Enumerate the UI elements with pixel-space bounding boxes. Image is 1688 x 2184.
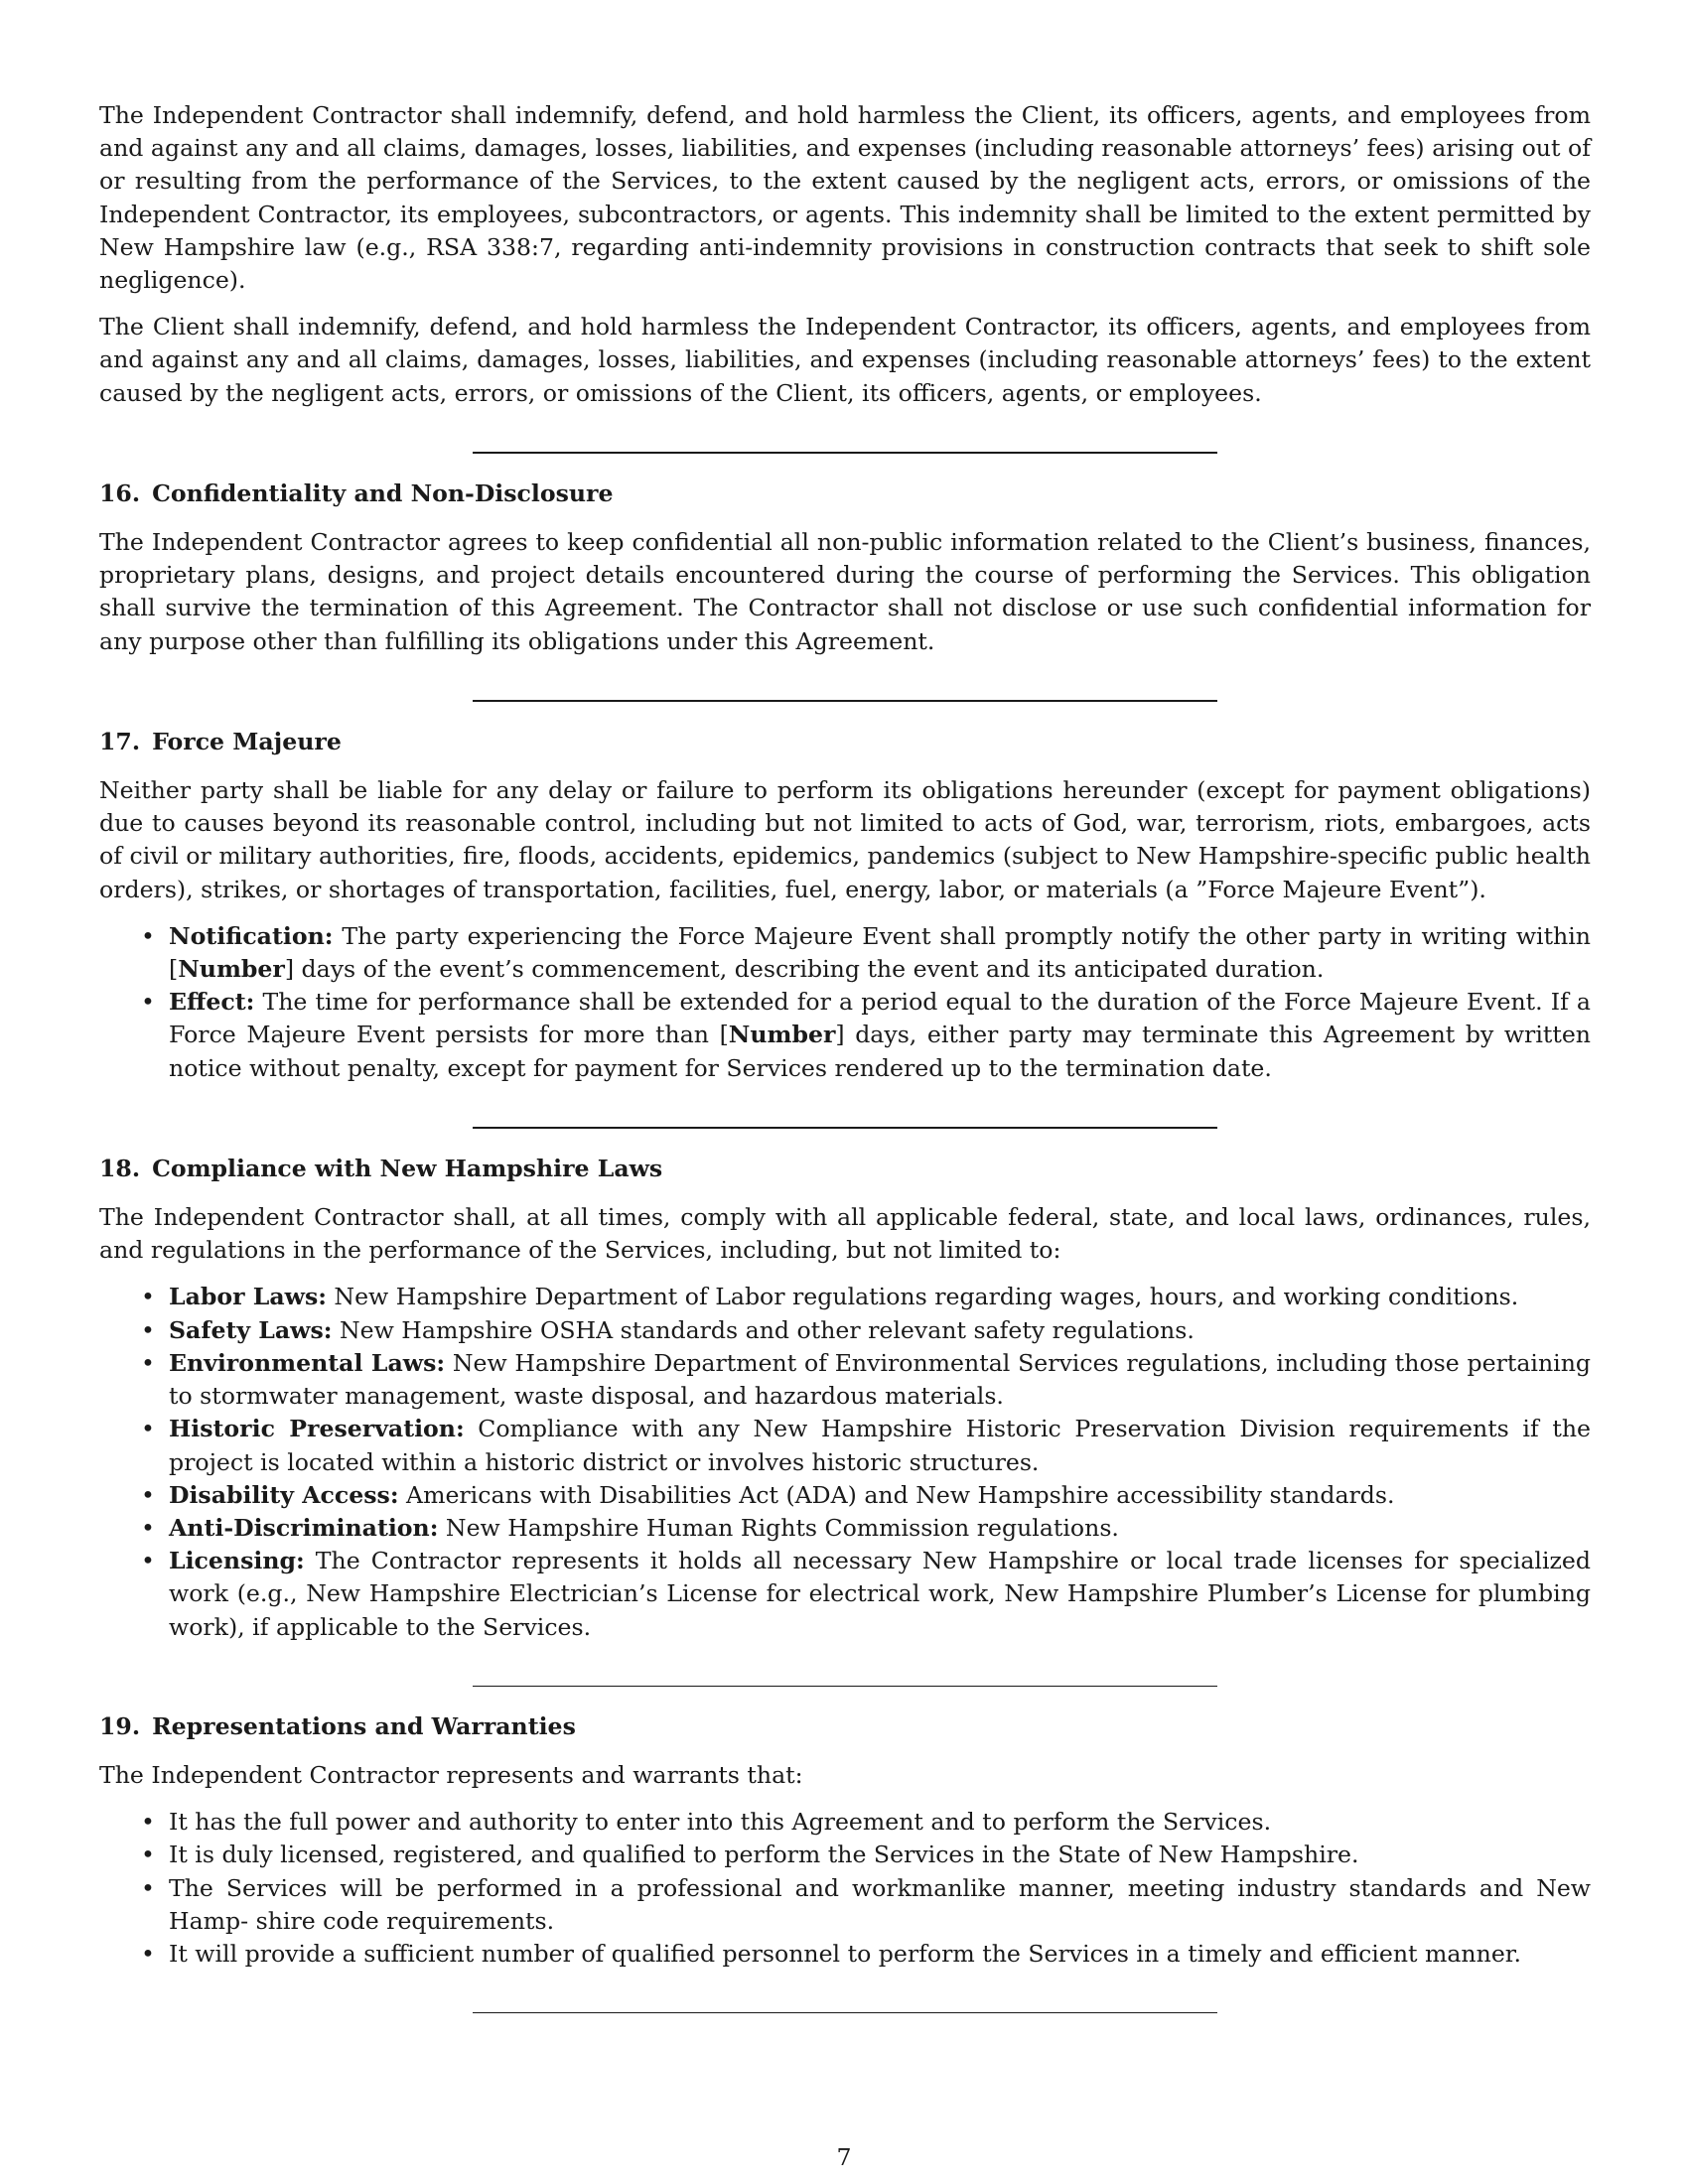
- item-label: Disability Access:: [169, 1480, 399, 1509]
- section-19-intro: The Independent Contractor represents and warrants that:: [99, 1760, 803, 1789]
- section-18-intro: The Independent Contractor shall, at all times, comply with all applicable federal, state, and local laws, ordinances, rules, and regulations in the performance of the Services, including, but not limited to:: [99, 1203, 1591, 1265]
- bullet-icon: •: [141, 1513, 155, 1542]
- bullet-icon: •: [141, 1415, 155, 1443]
- list-item-effect: [99, 986, 1591, 1085]
- item-text: ] days, either party may terminate this Agreement by written notice without penalty, except for payment for Services rendered up to the termination date.: [169, 1021, 1591, 1082]
- item-label: Historic Preservation:: [169, 1415, 465, 1443]
- number-placeholder: Number: [728, 1021, 836, 1049]
- item-label: Effect:: [169, 988, 255, 1017]
- bullet-icon: •: [141, 1480, 155, 1509]
- section-16-number: 16.: [99, 478, 141, 507]
- section-divider: [473, 1686, 1217, 1687]
- document-page: [99, 99, 1591, 2013]
- section-17-number: 17.: [99, 727, 141, 755]
- list-item: [99, 1806, 1591, 1839]
- section-divider: [473, 1127, 1217, 1129]
- section-17-title: Force Majeure: [152, 727, 342, 755]
- item-label: Labor Laws:: [169, 1283, 327, 1311]
- item-label: Licensing:: [169, 1547, 305, 1575]
- item-text: The time for performance shall be extended for a period equal to the duration of the Force Majeure Event. If a Force Majeure Event persists for more than [: [169, 988, 1591, 1049]
- section-18-number: 18.: [99, 1154, 141, 1182]
- bullet-icon: •: [141, 1873, 155, 1902]
- section-16-title: Confidentiality and Non-Disclosure: [152, 478, 614, 507]
- item-text: New Hampshire Department of Environmental Services regulations, including those pertaining to stormwater management, waste disposal, and hazardous materials.: [169, 1348, 1591, 1411]
- section-17: [99, 726, 1591, 1085]
- item-label: Anti-Discrimination:: [169, 1513, 439, 1542]
- bullet-icon: •: [141, 921, 155, 950]
- section-17-body: Neither party shall be liable for any delay or failure to perform its obligations hereunder (except for payment obligations) due to causes beyond its reasonable control, including but not limited to acts of God, war, terrorism, riots, embargoes, acts of civil or military authorities, fire, floods, accidents, epidemics, pandemics (subject to New Hampshire-specific public health orders), strikes, or shortages of transportation, facilities, fuel, energy, labor, or materials (a ”Force Majeure Event”).: [99, 776, 1591, 903]
- item-text: Americans with Disabilities Act (ADA) and New Hampshire accessibility standards.: [398, 1480, 1395, 1509]
- list-item: [99, 1512, 1591, 1545]
- list-item: [99, 1479, 1591, 1512]
- item-text: It is duly licensed, registered, and qualified to perform the Services in the State of New Hampshire.: [169, 1841, 1359, 1869]
- item-text: ] days of the event’s commencement, describing the event and its anticipated duration.: [284, 955, 1325, 984]
- indemnity-client-paragraph: The Client shall indemnify, defend, and hold harmless the Independent Contractor, its officers, agents, and employees from and against any and all claims, damages, losses, liabilities, and expenses (including reasonable attorneys’ fees) to the extent caused by the negligent acts, errors, or omissions of the Client, its officers, agents, or employees.: [99, 313, 1591, 407]
- section-19-number: 19.: [99, 1711, 141, 1740]
- list-item-notification: [99, 920, 1591, 986]
- bullet-icon: •: [141, 1841, 155, 1869]
- section-16-heading: [99, 478, 1591, 510]
- list-item: [99, 1281, 1591, 1313]
- section-16-body: The Independent Contractor agrees to keep confidential all non-public information related to the Client’s business, finances, proprietary plans, designs, and project details encountered during the course of performing the Services. This obligation shall survive the termination of this Agreement. The Contractor shall not disclose or use such confidential information for any purpose other than fulfilling its obligations under this Agreement.: [99, 528, 1591, 655]
- item-text: It will provide a sufficient number of qualified personnel to perform the Services in a timely and efficient manner.: [169, 1939, 1521, 1968]
- list-item: [99, 1413, 1591, 1478]
- number-placeholder: Number: [178, 955, 285, 984]
- item-text: New Hampshire Department of Labor regulations regarding wages, hours, and working conditions.: [326, 1283, 1519, 1311]
- section-17-heading: [99, 726, 1591, 758]
- section-divider: [473, 700, 1217, 702]
- section-18-title: Compliance with New Hampshire Laws: [152, 1154, 663, 1182]
- section-16: [99, 478, 1591, 658]
- list-item: [99, 1839, 1591, 1871]
- bullet-icon: •: [141, 1547, 155, 1575]
- bullet-icon: •: [141, 1315, 155, 1344]
- list-item: [99, 1872, 1591, 1938]
- list-item: [99, 1938, 1591, 1971]
- item-label: Environmental Laws:: [169, 1348, 446, 1377]
- item-text: The Services will be performed in a professional and workmanlike manner, meeting industry standards and New Hamp- shire code requirements.: [169, 1873, 1591, 1935]
- page-number: 7: [836, 2143, 852, 2171]
- warranties-list: [99, 1806, 1591, 1971]
- item-text: New Hampshire Human Rights Commission regulations.: [438, 1513, 1119, 1542]
- indemnification-section: [99, 99, 1591, 410]
- section-18-heading: [99, 1153, 1591, 1185]
- item-label: Notification:: [169, 921, 334, 950]
- item-text: New Hampshire OSHA standards and other relevant safety regulations.: [332, 1315, 1195, 1344]
- section-19-heading: [99, 1710, 1591, 1743]
- section-divider: [473, 2012, 1217, 2013]
- item-text: Compliance with any New Hampshire Historic Preservation Division requirements if the project is located within a historic district or involves historic structures.: [169, 1415, 1591, 1476]
- item-label: Safety Laws:: [169, 1315, 333, 1344]
- bullet-icon: •: [141, 1939, 155, 1968]
- item-text: The party experiencing the Force Majeure Event shall promptly notify the other party in writing within [: [169, 921, 1591, 984]
- item-text: The Contractor represents it holds all necessary New Hampshire or local trade licenses for specialized work (e.g., New Hampshire Electrician’s License for electrical work, New Hampshire Plumber’s License for plumbing work), if applicable to the Services.: [169, 1547, 1591, 1641]
- list-item: [99, 1347, 1591, 1413]
- bullet-icon: •: [141, 988, 155, 1017]
- section-19: [99, 1710, 1591, 1971]
- bullet-icon: •: [141, 1808, 155, 1837]
- list-item: [99, 1314, 1591, 1347]
- compliance-list: [99, 1281, 1591, 1643]
- indemnity-contractor-paragraph: The Independent Contractor shall indemnify, defend, and hold harmless the Client, its officers, agents, and employees from and against any and all claims, damages, losses, liabilities, and expenses (including reasonable attorneys’ fees) arising out of or resulting from the performance of the Services, to the extent caused by the negligent acts, errors, or omissions of the Independent Contractor, its employees, subcontractors, or agents. This indemnity shall be limited to the extent permitted by New Hampshire law (e.g., RSA 338:7, regarding anti-indemnity provisions in construction contracts that seek to shift sole negligence).: [99, 101, 1591, 295]
- bullet-icon: •: [141, 1348, 155, 1377]
- section-19-title: Representations and Warranties: [152, 1711, 576, 1740]
- bullet-icon: •: [141, 1283, 155, 1311]
- section-divider: [473, 452, 1217, 454]
- section-18: [99, 1153, 1591, 1644]
- list-item: [99, 1545, 1591, 1644]
- force-majeure-list: [99, 920, 1591, 1085]
- item-text: It has the full power and authority to enter into this Agreement and to perform the Services.: [169, 1808, 1272, 1837]
